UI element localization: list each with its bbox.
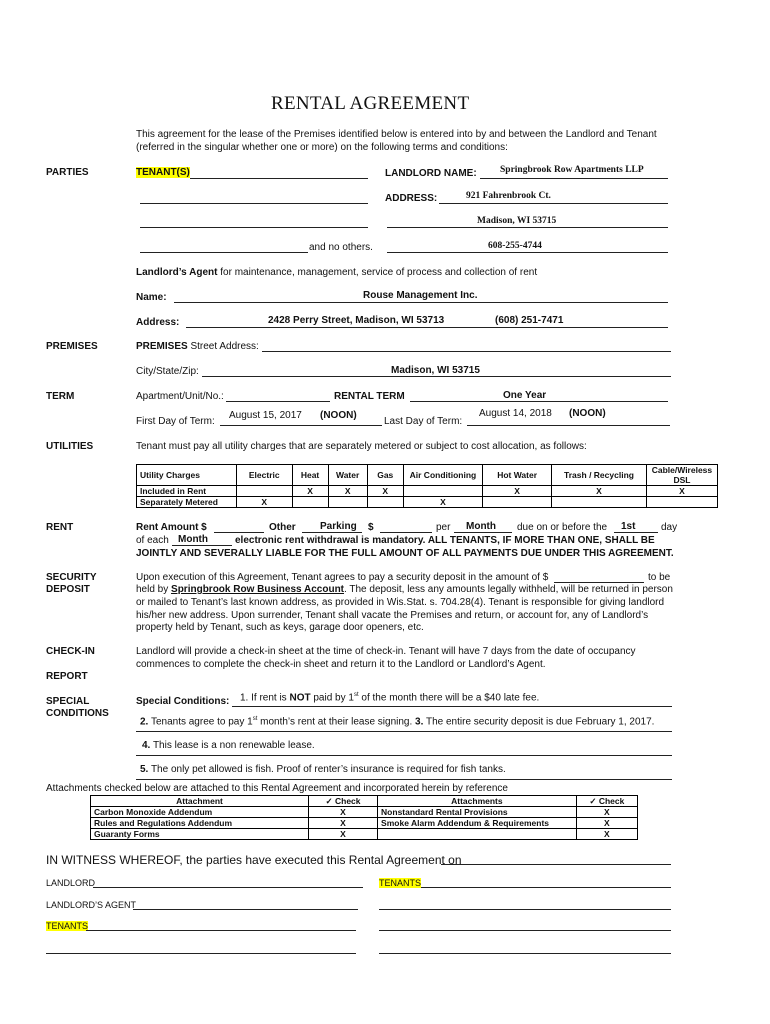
security-account: Springbrook Row Business Account [171,584,345,595]
premises-street-label: Street Address: [187,341,259,352]
per-label: per [436,522,451,533]
special-condition-5 [140,764,506,775]
premises-label: PREMISES [136,341,188,352]
tenant-2-field[interactable] [140,203,368,204]
security-line-3: or mailed to Tenant’s last known address, as provided in Wis.Stat. s. 704.28(4). Tenant is responsible for giving landlord [136,597,665,608]
condition-4-num: 4. [142,740,151,751]
utilities-header: Hot Water [483,465,552,486]
security-line-1: Upon execution of this Agreement, Tenant agrees to pay a security deposit in the amount of $ [136,572,549,583]
utilities-cell[interactable]: X [483,486,552,497]
utilities-cell[interactable] [292,497,328,508]
attachment-name [378,829,577,840]
tenant-3-field[interactable] [140,227,368,228]
landlord-phone-value: 608-255-4744 [488,241,542,251]
special-condition-4 [142,740,315,751]
rent-line-3: JOINTLY AND SEVERALLY LIABLE FOR THE FULL AMOUNT OF ALL PAYMENTS DUE UNDER THIS AGREEMENT. [136,548,674,559]
first-day-value: August 15, 2017 [229,410,302,421]
utilities-cell[interactable] [646,497,717,508]
condition-5-num: 5. [140,764,149,775]
attachment-row [91,829,638,840]
utilities-row [137,497,718,508]
attachments-header-left: Attachment [91,796,309,807]
check-in-line-2: commences to complete the check-in sheet and return it to the Landlord or Landlord’s Agent. [136,659,546,670]
agent-address-value: 2428 Perry Street, Madison, WI 53713 [268,315,445,326]
attachment-row [91,818,638,829]
utilities-row [137,486,718,497]
utilities-cell[interactable] [483,497,552,508]
tenants-signature-label: TENANTS [379,878,422,888]
condition-3-num: 3. [415,716,424,728]
attachment-name: Rules and Regulations Addendum [91,818,309,829]
city-state-zip-label: City/State/Zip: [136,366,199,377]
tenants-label: TENANT(S) [136,167,190,178]
special-conditions-label: Special Conditions: [136,696,230,707]
witness-text: IN WITNESS WHEREOF, the parties have executed this Rental Agreement on [46,853,462,867]
due-label: due on or before the [517,522,608,533]
utilities-cell[interactable]: X [646,486,717,497]
section-premises: PREMISES [46,341,98,352]
utilities-cell[interactable]: X [403,497,482,508]
landlord-name-field[interactable] [480,178,668,179]
check-in-line-1: Landlord will provide a check-in sheet at the time of check-in. Tenant will have 7 days from the date of occupancy [136,646,636,657]
security-held-by: held by [136,584,172,595]
attachment-row [91,807,638,818]
attachments-table [90,795,638,840]
tenant-signature-field-6[interactable] [379,953,671,954]
attachment-name: Guaranty Forms [91,829,309,840]
condition-2-sup: st [252,716,258,722]
condition-2-num: 2. [140,716,149,728]
landlord-city-field[interactable] [387,227,668,228]
attachment-check[interactable]: X [576,829,637,840]
condition-1-not: NOT [289,692,311,704]
landlord-name-label: LANDLORD NAME: [385,168,477,179]
tenant-signature-field-3[interactable] [86,930,356,931]
section-rent: RENT [46,522,74,533]
landlord-signature-label: LANDLORD [46,878,96,888]
utilities-table [136,464,718,508]
of-each-field[interactable] [172,545,232,546]
rental-term-label: RENTAL TERM [334,391,405,402]
section-conditions: CONDITIONS [46,708,109,719]
condition-1-d: of the month there will be a $40 late fee. [358,692,540,704]
other-label: Other [269,522,296,533]
condition-2-b: Tenants agree to pay 1 [148,716,253,728]
condition-1-sup: st [353,692,359,698]
other-amount-field[interactable] [380,532,432,533]
condition-4-text: This lease is a non renewable lease. [150,740,315,751]
utilities-header: Utility Charges [137,465,237,486]
special-condition-1 [240,692,539,703]
page-title: RENTAL AGREEMENT [271,93,470,114]
utilities-header: Heat [292,465,328,486]
agent-name-value: Rouse Management Inc. [363,290,478,301]
agent-line [136,267,537,278]
first-day-field[interactable] [220,425,382,426]
attachments-intro: Attachments checked below are attached to this Rental Agreement and incorporated herein by reference [46,783,508,794]
agent-name-field[interactable] [174,302,668,303]
security-amount-field[interactable] [554,582,644,583]
per-value: Month [466,521,496,532]
utilities-header: Cable/Wireless DSL [646,465,717,486]
rent-line-2: electronic rent withdrawal is mandatory. ALL TENANTS, IF MORE THAN ONE, SHALL BE [235,535,655,546]
other-field[interactable] [302,532,362,533]
tenant-signature-field-1[interactable] [421,887,671,888]
utilities-cell[interactable] [367,497,403,508]
premises-label-line [136,341,259,352]
landlord-city-value: Madison, WI 53715 [477,216,557,226]
section-deposit: DEPOSIT [46,584,90,595]
security-line-2-rest: . The deposit, less any amounts legally withheld, will be returned in person [344,584,673,595]
landlord-name-value: Springbrook Row Apartments LLP [500,165,644,175]
section-special: SPECIAL [46,696,90,707]
attachment-name: Nonstandard Rental Provisions [378,807,577,818]
utilities-cell[interactable]: X [292,486,328,497]
tenants-signature-label-2: TENANTS [46,921,89,931]
special-condition-2 [140,716,654,727]
execution-date-field[interactable] [441,864,671,865]
section-parties: PARTIES [46,167,89,178]
section-security: SECURITY [46,572,97,583]
attachment-check[interactable]: X [308,818,377,829]
section-utilities: UTILITIES [46,441,94,452]
per-field[interactable] [454,532,512,533]
utilities-header: Electric [236,465,292,486]
of-each-label: of each [136,535,169,546]
due-day-value: 1st [621,521,636,532]
rental-term-value: One Year [503,390,547,401]
utilities-cell[interactable] [403,486,482,497]
attachments-header-check-right: ✓ Check [576,796,637,807]
utilities-header: Gas [367,465,403,486]
landlord-phone-field[interactable] [387,252,668,253]
of-each-value: Month [178,534,208,545]
attachment-name: Carbon Monoxide Addendum [91,807,309,818]
attachment-check[interactable]: X [308,829,377,840]
security-line-2 [136,584,673,595]
first-day-label: First Day of Term: [136,416,215,427]
agent-name-label: Name: [136,292,167,303]
attachments-header-row [91,796,638,807]
agent-label: Landlord’s Agent [136,267,218,278]
tenant-4-field[interactable] [140,252,308,253]
condition-1-c: paid by 1 [310,692,354,704]
special-condition-1-field[interactable] [232,706,672,707]
attachment-check[interactable]: X [308,807,377,818]
condition-2-c: month’s rent at their lease signing. [257,716,416,728]
security-line-5: property held by Tenant, such as keys, garage door openers, etc. [136,622,424,633]
attachments-header-right: Attachments [378,796,577,807]
landlord-address-field[interactable] [439,203,668,204]
utilities-cell[interactable]: X [552,486,647,497]
attachments-header-check-left: ✓ Check [308,796,377,807]
condition-5-text: The only pet allowed is fish. Proof of renter’s insurance is required for fish tanks. [148,764,506,775]
last-day-field[interactable] [467,425,670,426]
utilities-header: Air Conditioning [403,465,482,486]
first-day-noon: (NOON) [320,410,357,421]
attachment-check[interactable]: X [576,807,637,818]
utilities-cell[interactable] [552,497,647,508]
and-no-others: and no others. [309,242,373,253]
landlord-address-label: ADDRESS: [385,193,438,204]
last-day-label: Last Day of Term: [384,416,463,427]
utilities-cell[interactable]: X [328,486,367,497]
utilities-text: Tenant must pay all utility charges that are separately metered or subject to cost allocation, as follows: [136,441,587,452]
agent-text: for maintenance, management, service of process and collection of rent [217,267,538,278]
tenant-signature-field-4[interactable] [379,930,671,931]
utilities-header-row [137,465,718,486]
utilities-cell: Separately Metered [137,497,237,508]
attachment-name: Smoke Alarm Addendum & Requirements [378,818,577,829]
agent-address-label: Address: [136,317,180,328]
section-check-in: CHECK-IN [46,646,95,657]
special-condition-4-field[interactable] [136,755,672,756]
last-day-value: August 14, 2018 [479,408,552,419]
agent-phone-value: (608) 251-7471 [495,315,564,326]
landlords-agent-field[interactable] [133,909,358,910]
utilities-cell[interactable]: X [367,486,403,497]
landlords-agent-label: LANDLORD’S AGENT [46,900,137,910]
utilities-header: Water [328,465,367,486]
section-term: TERM [46,391,75,402]
attachment-check[interactable]: X [576,818,637,829]
security-line-1-end: to be [648,572,671,583]
rental-term-field[interactable] [410,401,668,402]
intro-line-2: (referred in the singular whether one or more) on the following terms and conditions: [136,142,508,153]
landlord-signature-field[interactable] [93,887,363,888]
premises-city-value: Madison, WI 53715 [391,365,480,376]
agent-address-field[interactable] [186,327,668,328]
rent-amount-label: Rent Amount $ [136,522,207,533]
apartment-unit-field[interactable] [226,401,330,402]
utilities-cell: Included in Rent [137,486,237,497]
condition-3-text: The entire security deposit is due February 1, 2017. [423,716,655,728]
security-line-4: his/her new address. Upon surrender, Tenant shall vacate the Premises and return, or account for, any of Landlord’s [136,610,649,621]
due-day-field[interactable] [614,532,658,533]
last-day-noon: (NOON) [569,408,606,419]
condition-1-a: 1. If rent is [240,692,290,704]
tenant-signature-field-2[interactable] [379,909,671,910]
rent-amount-field[interactable] [214,532,264,533]
other-value: Parking [320,521,357,532]
day-label: day [661,522,678,533]
section-report: REPORT [46,671,88,682]
utilities-header: Trash / Recycling [552,465,647,486]
apartment-unit-label: Apartment/Unit/No.: [136,391,224,402]
tenant-signature-field-5[interactable] [46,953,356,954]
premises-street-field[interactable] [262,351,671,352]
special-condition-5-field[interactable] [136,779,672,780]
utilities-cell[interactable]: X [236,497,292,508]
utilities-cell[interactable] [236,486,292,497]
premises-city-field[interactable] [202,376,671,377]
other-dollar: $ [368,522,374,533]
utilities-cell[interactable] [328,497,367,508]
special-condition-2-field[interactable] [136,731,672,732]
intro-line-1: This agreement for the lease of the Premises identified below is entered into by and between the Landlord and Tenant [136,129,657,140]
landlord-address-value: 921 Fahrenbrook Ct. [466,191,551,201]
tenant-1-field[interactable] [190,178,368,179]
